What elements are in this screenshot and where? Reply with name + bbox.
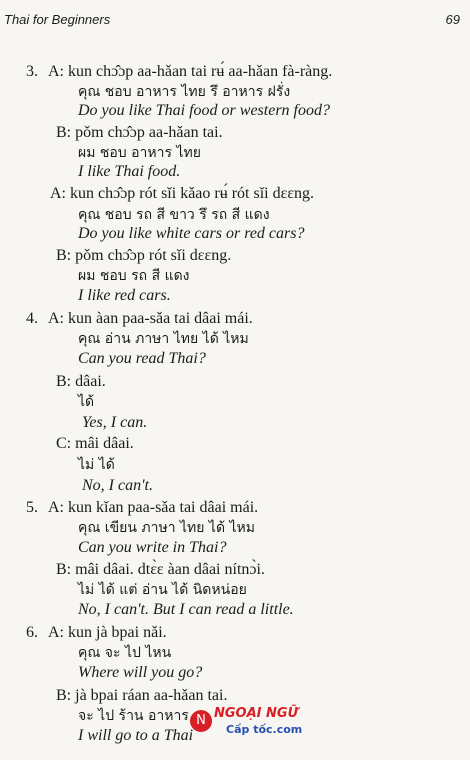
watermark bbox=[190, 706, 330, 742]
english-translation: No, I can't. bbox=[82, 477, 153, 494]
thai-script-line: ไม่ ได้ แต่ อ่าน ได้ นิดหน่อย bbox=[78, 582, 247, 598]
english-translation: Where will you go? bbox=[78, 664, 203, 681]
romanized-line: A: kun jà bpai nǎi. bbox=[48, 624, 167, 641]
exercise-number: 6. bbox=[26, 624, 38, 641]
thai-script-line: ได้ bbox=[78, 394, 95, 410]
english-translation: Yes, I can. bbox=[82, 414, 148, 431]
thai-script-line: จะ ไป ร้าน อาหาร bbox=[78, 708, 189, 724]
watermark-text-primary: NGOẠI NGỮ bbox=[214, 706, 299, 721]
english-translation: I like Thai food. bbox=[78, 163, 181, 180]
exercise-number: 3. bbox=[26, 63, 38, 80]
thai-script-line: ผม ชอบ อาหาร ไทย bbox=[78, 145, 201, 161]
english-translation: Can you read Thai? bbox=[78, 350, 206, 367]
romanized-line: B: pǒm chɔ̂ɔp rót sǐi dɛɛng. bbox=[56, 247, 232, 264]
romanized-line: A: kun chɔ̂ɔp aa-hǎan tai rʉ́ aa-hǎan fà-ràng. bbox=[48, 63, 333, 80]
romanized-line: A: kun chɔ̂ɔp rót sǐi kǎao rʉ́ rót sǐi dɛɛng. bbox=[50, 185, 315, 202]
romanized-line: A: kun kǐan paa-sǎa tai dâai mái. bbox=[48, 499, 259, 516]
english-translation: Do you like white cars or red cars? bbox=[78, 225, 305, 242]
watermark-text-secondary: Cấp tốc.com bbox=[226, 723, 303, 736]
thai-script-line: คุณ ชอบ อาหาร ไทย รึ อาหาร ฝรั่ง bbox=[78, 84, 291, 100]
thai-script-line: ไม่ ได้ bbox=[78, 457, 115, 473]
book-title: Thai for Beginners bbox=[4, 12, 111, 27]
english-translation: I like red cars. bbox=[78, 287, 171, 304]
english-translation: No, I can't. But I can read a little. bbox=[78, 601, 294, 618]
romanized-line: B: mâi dâai. dtɛ̀ɛ àan dâai nítnɔ̀i. bbox=[56, 561, 265, 578]
romanized-line: B: jà bpai ráan aa-hǎan tai. bbox=[56, 687, 228, 704]
romanized-line: B: pǒm chɔ̂ɔp aa-hǎan tai. bbox=[56, 124, 223, 141]
thai-script-line: คุณ จะ ไป ไหน bbox=[78, 645, 172, 661]
english-translation: I will go to a Thai bbox=[78, 727, 194, 744]
thai-script-line: ผม ชอบ รถ สี แดง bbox=[78, 268, 190, 284]
page-number: 69 bbox=[445, 12, 460, 27]
watermark-logo-icon: N bbox=[190, 710, 212, 732]
romanized-line: C: mâi dâai. bbox=[56, 435, 134, 452]
thai-script-line: คุณ อ่าน ภาษา ไทย ได้ ไหม bbox=[78, 331, 249, 347]
romanized-line: A: kun àan paa-sǎa tai dâai mái. bbox=[48, 310, 253, 327]
english-translation: Can you write in Thai? bbox=[78, 539, 227, 556]
exercise-number: 4. bbox=[26, 310, 38, 327]
exercise-number: 5. bbox=[26, 499, 38, 516]
page-header bbox=[0, 12, 470, 32]
thai-script-line: คุณ เขียน ภาษา ไทย ได้ ไหม bbox=[78, 520, 256, 536]
romanized-line: B: dâai. bbox=[56, 373, 106, 390]
thai-script-line: คุณ ชอบ รถ สี ขาว รึ รถ สี แดง bbox=[78, 207, 270, 223]
english-translation: Do you like Thai food or western food? bbox=[78, 102, 330, 119]
